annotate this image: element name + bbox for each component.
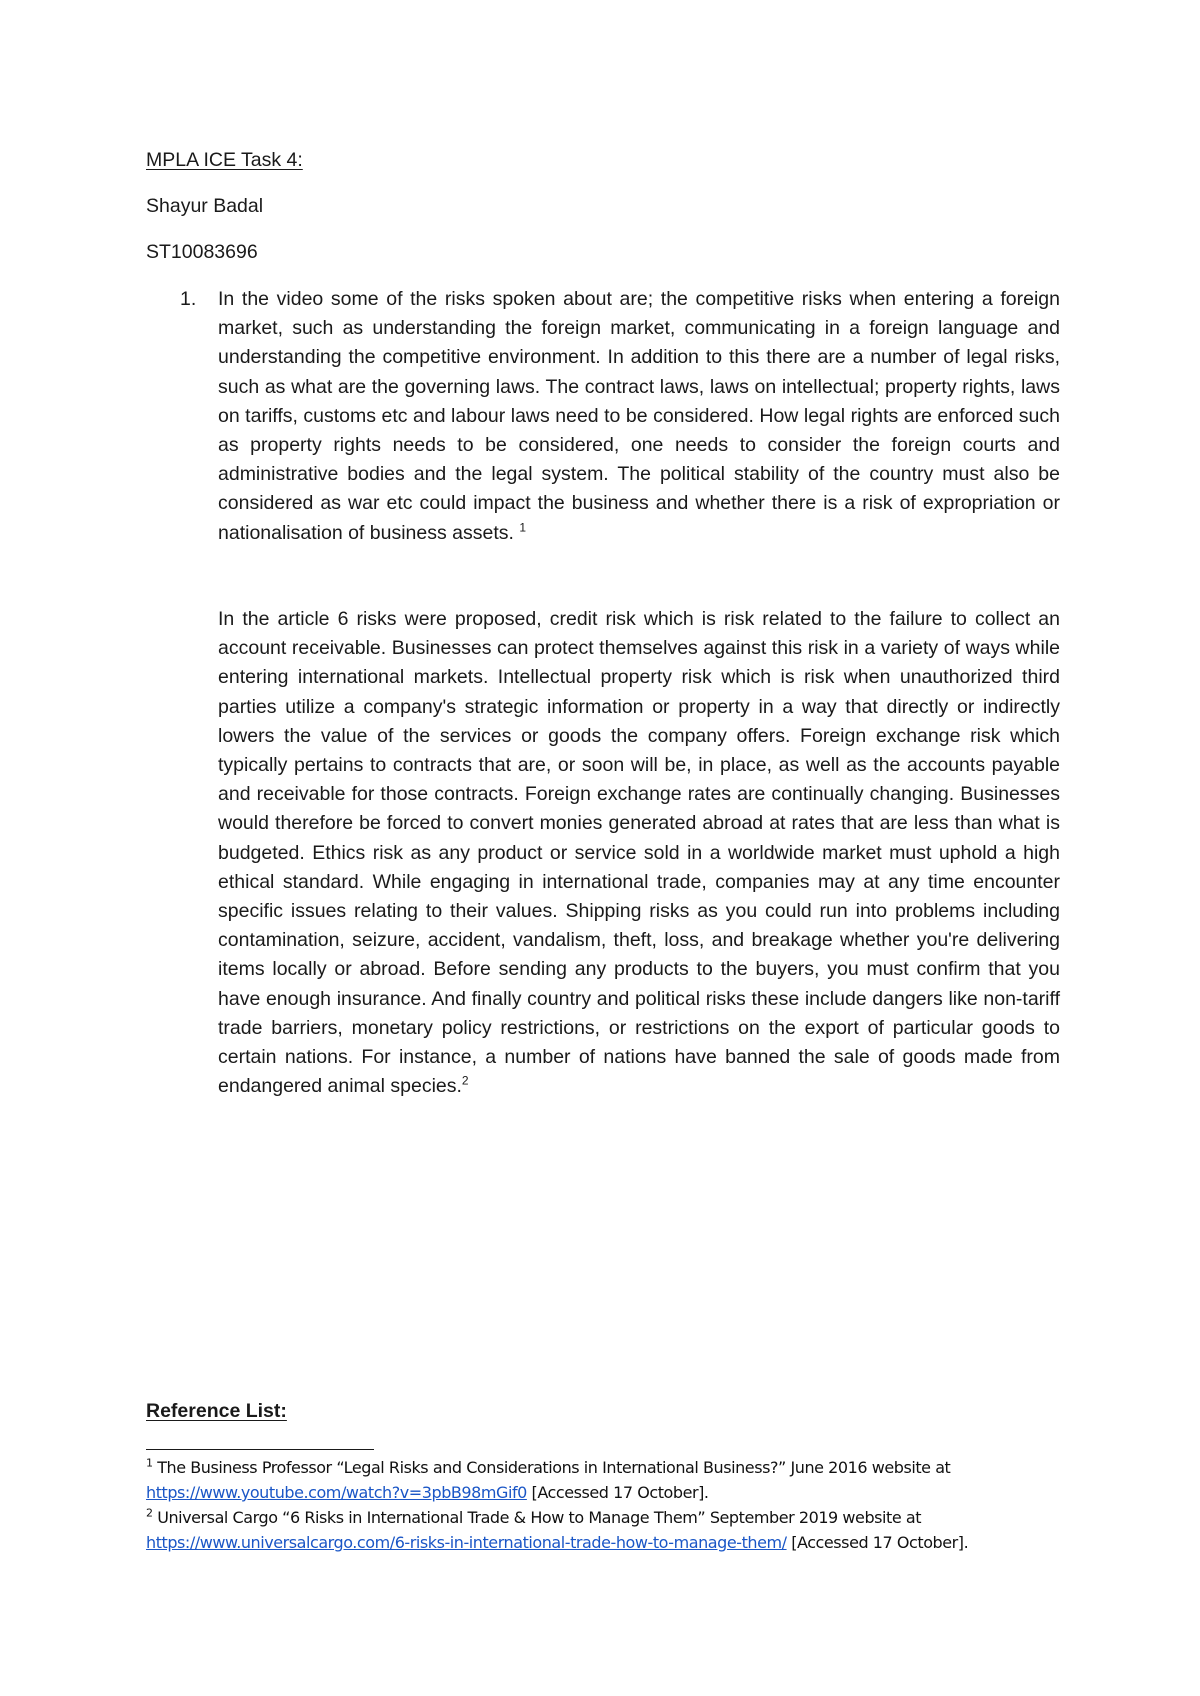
reference-list-heading: Reference List: [146,1400,287,1422]
footnote-accessed: [Accessed 17 October]. [786,1533,969,1552]
footnote-accessed: [Accessed 17 October]. [526,1483,709,1502]
paragraph-2-text: In the article 6 risks were proposed, credit risk which is risk related to the failure to collect an account receivable. Businesses can protect themselves against this risk in a variety of ways while entering international markets. Intellectual property risk which is risk when unauthorized third parties utilize a company's strategic information or property in a way that directly or indirectly lowers the value of the services or goods the company offers. Foreign exchange risk which typically pertains to contracts that are, or soon will be, in place, as well as the accounts payable and receivable for those contracts. Foreign exchange rates are continually changing. Businesses would therefore be forced to convert monies generated abroad at rates that are less than what is budgeted. Ethics risk as any product or service sold in a worldwide market must uphold a high ethical standard. While engaging in international trade, companies may at any time encounter specific issues relating to their values. Shipping risks as you could run into problems including contamination, seizure, accident, vandalism, theft, loss, and breakage whether you're delivering items locally or abroad. Before sending any products to the buyers, you must confirm that you have enough insurance. And finally country and political risks these include dangers like non-tariff trade barriers, monetary policy restrictions, or restrictions on the export of particular goods to certain nations. For instance, a number of nations have banned the sale of goods made from endangered animal species. [218,608,1060,1098]
footnote-reference-2[interactable]: 2 [461,1073,469,1088]
footnote-2 [146,1505,1076,1555]
student-id: ST10083696 [146,241,258,263]
document-title: MPLA ICE Task 4: [146,149,303,171]
footnote-link[interactable]: https://www.universalcargo.com/6-risks-in-international-trade-how-to-manage-them/ [146,1533,787,1552]
answer-paragraph-2 [218,605,1060,1101]
footnote-text: Universal Cargo “6 Risks in International Trade & How to Manage Them” September 2019 website at [152,1508,922,1527]
footnote-mark: 2 [146,1506,153,1520]
paragraph-1-text: In the video some of the risks spoken about are; the competitive risks when entering a foreign market, such as understanding the foreign market, communicating in a foreign language and understanding the competitive environment. In addition to this there are a number of legal risks, such as what are the governing laws. The contract laws, laws on intellectual; property rights, laws on tariffs, customs etc and labour laws need to be considered. How legal rights are enforced such as property rights needs to be considered, one needs to consider the foreign courts and administrative bodies and the legal system. The political stability of the country must also be considered as war etc could impact the business and whether there is a risk of expropriation or nationalisation of business assets. [218,288,1060,544]
footnote-link[interactable]: https://www.youtube.com/watch?v=3pbB98mGif0 [146,1483,527,1502]
list-number: 1. [180,288,197,310]
footnote-reference-1[interactable]: 1 [519,520,527,535]
answer-paragraph-1 [218,285,1060,548]
footnote-separator [146,1449,374,1450]
footnotes-section [146,1455,1076,1555]
footnote-text: The Business Professor “Legal Risks and Considerations in International Business?” June 2016 website at [152,1458,951,1477]
footnote-mark: 1 [146,1456,153,1470]
author-name: Shayur Badal [146,195,264,217]
footnote-1 [146,1455,1076,1505]
